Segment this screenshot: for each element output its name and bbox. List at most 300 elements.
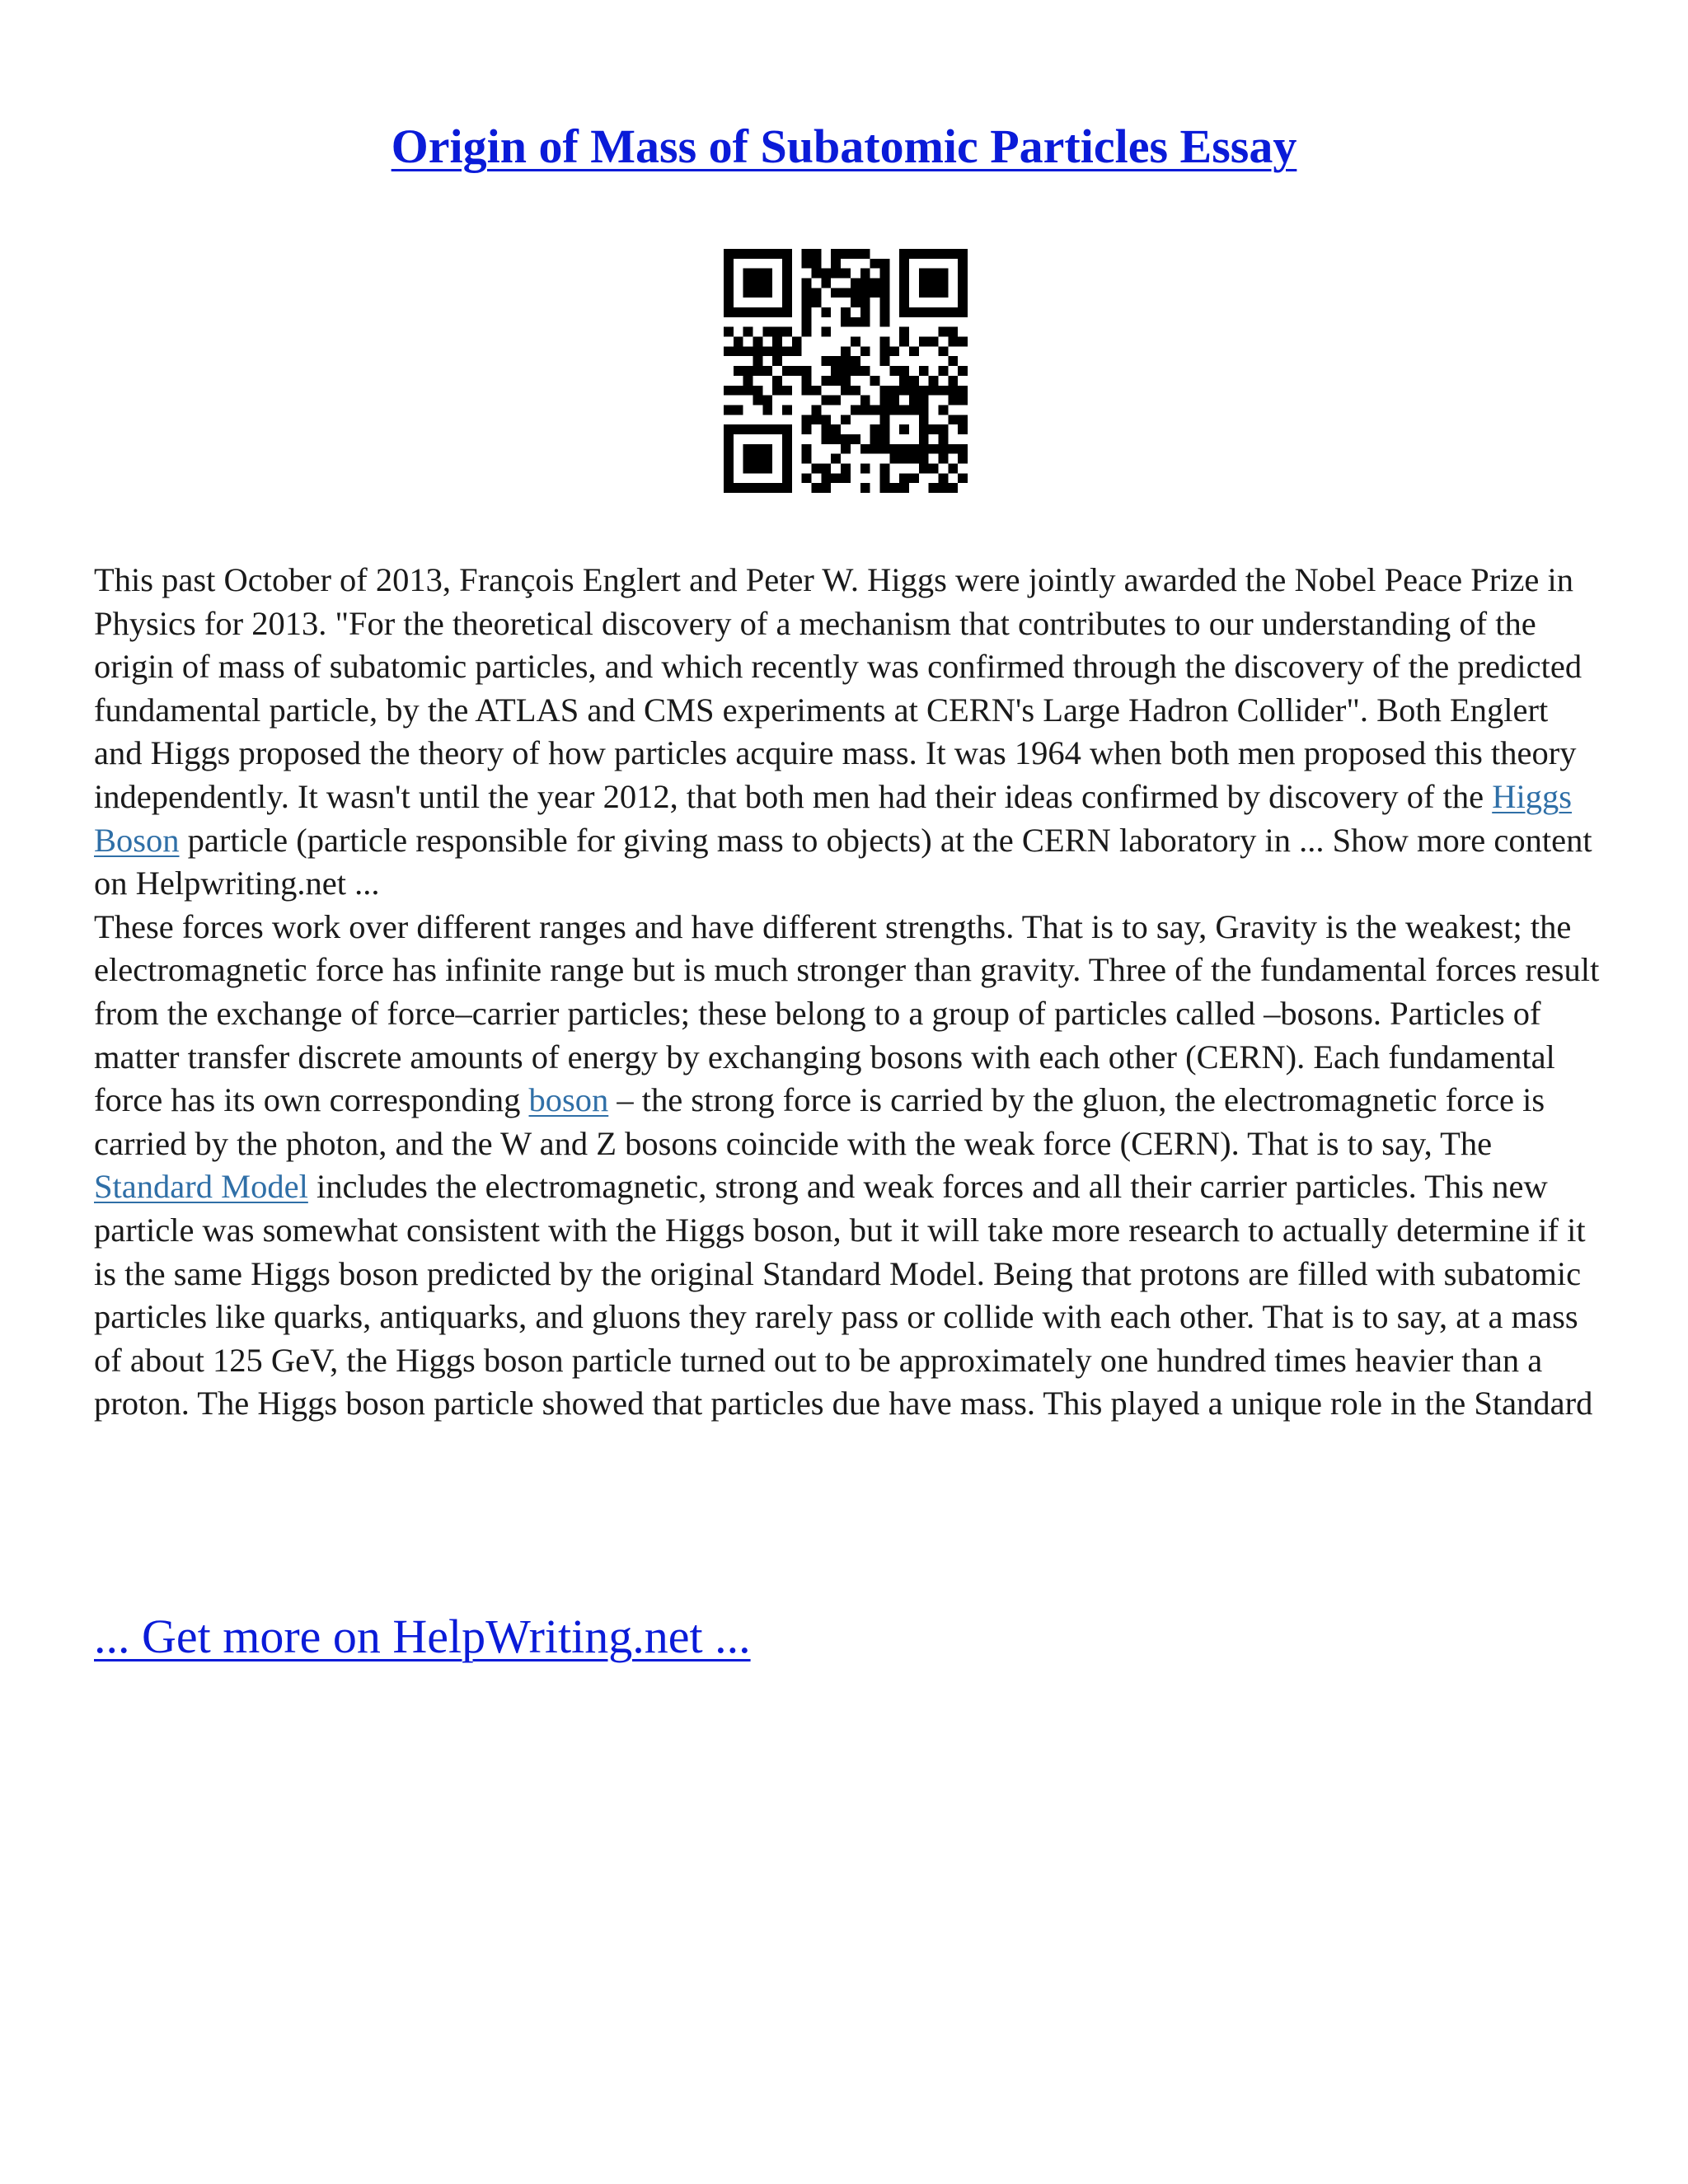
qr-module bbox=[753, 346, 763, 356]
qr-module bbox=[938, 288, 948, 298]
qr-module bbox=[929, 279, 939, 288]
qr-module bbox=[841, 415, 851, 424]
qr-module bbox=[762, 444, 772, 454]
qr-module bbox=[948, 307, 958, 317]
higgs-boson-link[interactable]: Higgs Boson bbox=[94, 777, 1572, 859]
qr-module bbox=[958, 298, 968, 307]
qr-module bbox=[879, 307, 889, 317]
qr-module bbox=[909, 396, 919, 405]
qr-module bbox=[792, 337, 802, 347]
qr-module bbox=[734, 366, 743, 376]
qr-module bbox=[792, 346, 802, 356]
paragraph-1-text-start: This past October of 2013, François Englert and Peter W. Higgs were jointly awarded the Nobel Peace Prize in Physics for 2013. "For the theoretical discovery of a mechanism that contributes to our understanding of the origin of mass of subatomic particles, and which recently was confirmed through the discovery of the predicted fundamental particle, by the ATLAS and CMS experiments at CERN's Large Hadron Collider". Both Englert and Higgs proposed the theory of how particles acquire mass. It was 1964 when both men proposed this theory independently. It wasn't until the year 2012, that both men had their ideas confirmed by discovery of the bbox=[94, 561, 1582, 815]
qr-module bbox=[851, 405, 860, 415]
qr-module bbox=[734, 346, 743, 356]
qr-module bbox=[724, 249, 734, 259]
qr-module bbox=[802, 473, 812, 483]
qr-module bbox=[938, 434, 948, 444]
qr-module bbox=[948, 415, 958, 424]
qr-module bbox=[782, 463, 792, 473]
qr-module bbox=[958, 396, 968, 405]
qr-module bbox=[734, 307, 743, 317]
qr-module bbox=[841, 346, 851, 356]
qr-module bbox=[734, 337, 743, 347]
qr-module bbox=[851, 288, 860, 298]
qr-module bbox=[938, 327, 948, 337]
qr-module bbox=[929, 376, 939, 386]
qr-module bbox=[958, 259, 968, 269]
qr-module bbox=[772, 424, 782, 434]
qr-module bbox=[879, 346, 889, 356]
qr-module bbox=[919, 307, 929, 317]
qr-module bbox=[743, 288, 753, 298]
qr-module bbox=[938, 307, 948, 317]
qr-module bbox=[753, 424, 763, 434]
qr-module bbox=[899, 327, 909, 337]
qr-module bbox=[948, 444, 958, 454]
qr-module bbox=[802, 376, 812, 386]
qr-module bbox=[870, 434, 880, 444]
qr-module bbox=[734, 483, 743, 493]
qr-module bbox=[724, 307, 734, 317]
qr-module bbox=[821, 307, 831, 317]
qr-module bbox=[782, 434, 792, 444]
paragraph-1 bbox=[94, 559, 1604, 906]
qr-module bbox=[753, 454, 763, 464]
qr-module bbox=[938, 249, 948, 259]
qr-module bbox=[724, 454, 734, 464]
qr-module bbox=[860, 307, 870, 317]
qr-module bbox=[782, 444, 792, 454]
qr-module bbox=[860, 288, 870, 298]
qr-module bbox=[919, 288, 929, 298]
qr-module bbox=[743, 279, 753, 288]
qr-module bbox=[899, 366, 909, 376]
qr-module bbox=[802, 307, 812, 317]
qr-module bbox=[762, 249, 772, 259]
qr-module bbox=[782, 269, 792, 279]
qr-module bbox=[753, 366, 763, 376]
qr-module bbox=[860, 269, 870, 279]
get-more-link[interactable]: ... Get more on HelpWriting.net ... bbox=[94, 1610, 751, 1663]
qr-module bbox=[909, 346, 919, 356]
qr-module bbox=[948, 463, 958, 473]
qr-module bbox=[929, 337, 939, 347]
qr-module bbox=[851, 249, 860, 259]
title-link[interactable]: Origin of Mass of Subatomic Particles Essay bbox=[391, 120, 1297, 173]
qr-module bbox=[889, 405, 899, 415]
qr-module bbox=[743, 346, 753, 356]
qr-module bbox=[879, 337, 889, 347]
qr-module bbox=[802, 415, 812, 424]
qr-module bbox=[743, 307, 753, 317]
qr-module bbox=[870, 424, 880, 434]
qr-module bbox=[899, 376, 909, 386]
qr-module bbox=[724, 473, 734, 483]
paragraph-2-text-part1: These forces work over different ranges and have different strengths. That is to say, Gravity is the weakest; the electromagnetic force has infinite range but is much stronger than gravity. Three of the fundamental forces result from the exchange of force–carrier particles; these belong to a group of particles called –bosons. Particles of matter transfer discrete amounts of energy by exchanging bosons with each other (CERN). Each fundamental force has its own corresponding bbox=[94, 907, 1600, 1119]
qr-module bbox=[724, 434, 734, 444]
qr-module bbox=[870, 259, 880, 269]
qr-module bbox=[753, 396, 763, 405]
qr-module bbox=[958, 279, 968, 288]
qr-module bbox=[802, 259, 812, 269]
qr-module bbox=[870, 405, 880, 415]
qr-module bbox=[812, 298, 822, 307]
qr-module bbox=[851, 366, 860, 376]
qr-module bbox=[889, 454, 899, 464]
page-title bbox=[0, 114, 1688, 180]
qr-module bbox=[831, 424, 841, 434]
qr-module bbox=[772, 356, 782, 366]
qr-module bbox=[929, 444, 939, 454]
qr-module bbox=[958, 454, 968, 464]
qr-module bbox=[938, 279, 948, 288]
qr-module bbox=[860, 317, 870, 327]
qr-module bbox=[762, 463, 772, 473]
qr-module bbox=[851, 298, 860, 307]
qr-module bbox=[812, 483, 822, 493]
qr-module bbox=[841, 434, 851, 444]
qr-module bbox=[929, 424, 939, 434]
qr-module bbox=[762, 327, 772, 337]
qr-module bbox=[919, 366, 929, 376]
qr-module bbox=[929, 288, 939, 298]
qr-module bbox=[899, 483, 909, 493]
paragraph-1-text-end: particle (particle responsible for giving mass to objects) at the CERN laboratory in ... Show more content on Helpwriting.net ... bbox=[94, 821, 1592, 902]
qr-module bbox=[929, 249, 939, 259]
qr-module bbox=[929, 463, 939, 473]
qr-module bbox=[899, 269, 909, 279]
qr-module bbox=[812, 463, 822, 473]
qr-module bbox=[948, 483, 958, 493]
boson-link[interactable]: boson bbox=[528, 1081, 609, 1119]
qr-module bbox=[762, 279, 772, 288]
qr-module bbox=[753, 444, 763, 454]
qr-module bbox=[841, 317, 851, 327]
qr-module bbox=[743, 483, 753, 493]
qr-module bbox=[802, 366, 812, 376]
qr-module bbox=[879, 298, 889, 307]
qr-module bbox=[879, 386, 889, 396]
qr-module bbox=[860, 346, 870, 356]
qr-module bbox=[802, 249, 812, 259]
qr-module bbox=[821, 396, 831, 405]
qr-module bbox=[909, 307, 919, 317]
qr-module bbox=[821, 356, 831, 366]
qr-module bbox=[812, 269, 822, 279]
qr-module bbox=[831, 454, 841, 464]
qr-module bbox=[870, 288, 880, 298]
qr-module bbox=[734, 249, 743, 259]
qr-module bbox=[919, 454, 929, 464]
qr-module bbox=[753, 307, 763, 317]
qr-module bbox=[802, 386, 812, 396]
qr-module bbox=[821, 473, 831, 483]
qr-module bbox=[753, 356, 763, 366]
qr-module bbox=[851, 317, 860, 327]
qr-module bbox=[812, 386, 822, 396]
qr-module bbox=[762, 366, 772, 376]
qr-module bbox=[753, 483, 763, 493]
qr-module bbox=[841, 366, 851, 376]
qr-module bbox=[860, 279, 870, 288]
qr-module bbox=[899, 307, 909, 317]
qr-module bbox=[899, 259, 909, 269]
qr-module bbox=[753, 386, 763, 396]
qr-module bbox=[870, 376, 880, 386]
qr-module bbox=[909, 454, 919, 464]
qr-module bbox=[812, 249, 822, 259]
qr-module bbox=[958, 424, 968, 434]
qr-module bbox=[879, 424, 889, 434]
qr-module bbox=[782, 279, 792, 288]
qr-module bbox=[724, 327, 734, 337]
qr-module bbox=[860, 463, 870, 473]
qr-module bbox=[821, 269, 831, 279]
qr-module bbox=[841, 249, 851, 259]
qr-module bbox=[734, 386, 743, 396]
qr-module bbox=[899, 405, 909, 415]
qr-module bbox=[724, 269, 734, 279]
qr-module bbox=[879, 473, 889, 483]
qr-module bbox=[841, 386, 851, 396]
qr-module bbox=[743, 249, 753, 259]
qr-module bbox=[919, 444, 929, 454]
qr-module bbox=[802, 279, 812, 288]
qr-module bbox=[879, 444, 889, 454]
qr-module bbox=[889, 366, 899, 376]
qr-module bbox=[831, 288, 841, 298]
qr-module bbox=[889, 444, 899, 454]
qr-module bbox=[841, 356, 851, 366]
qr-module bbox=[919, 249, 929, 259]
qr-module bbox=[879, 463, 889, 473]
qr-module bbox=[919, 424, 929, 434]
qr-module bbox=[841, 463, 851, 473]
qr-module bbox=[821, 483, 831, 493]
qr-module bbox=[792, 366, 802, 376]
qr-module bbox=[958, 288, 968, 298]
qr-module bbox=[879, 396, 889, 405]
qr-module bbox=[899, 279, 909, 288]
qr-module bbox=[782, 346, 792, 356]
qr-module bbox=[899, 424, 909, 434]
qr-module bbox=[831, 376, 841, 386]
qr-module bbox=[879, 434, 889, 444]
qr-module bbox=[948, 337, 958, 347]
qr-module bbox=[734, 405, 743, 415]
qr-module bbox=[782, 249, 792, 259]
qr-module bbox=[724, 483, 734, 493]
qr-module bbox=[802, 288, 812, 298]
qr-module bbox=[879, 259, 889, 269]
qr-module bbox=[938, 346, 948, 356]
qr-module bbox=[909, 405, 919, 415]
qr-module bbox=[782, 483, 792, 493]
qr-module bbox=[772, 386, 782, 396]
qr-module bbox=[938, 386, 948, 396]
qr-module bbox=[919, 279, 929, 288]
qr-module bbox=[782, 259, 792, 269]
qr-module bbox=[929, 386, 939, 396]
qr-module bbox=[743, 386, 753, 396]
qr-module bbox=[879, 415, 889, 424]
qr-module bbox=[762, 346, 772, 356]
qr-module bbox=[938, 424, 948, 434]
qr-module bbox=[899, 454, 909, 464]
qr-module bbox=[899, 298, 909, 307]
qr-module bbox=[743, 366, 753, 376]
qr-module bbox=[841, 288, 851, 298]
qr-module bbox=[762, 483, 772, 493]
qr-module bbox=[753, 249, 763, 259]
qr-module bbox=[938, 405, 948, 415]
qr-module bbox=[724, 346, 734, 356]
qr-module bbox=[948, 327, 958, 337]
qr-module bbox=[782, 327, 792, 337]
qr-module bbox=[938, 444, 948, 454]
qr-module bbox=[909, 249, 919, 259]
qr-module bbox=[724, 424, 734, 434]
qr-module bbox=[821, 279, 831, 288]
qr-module bbox=[812, 259, 822, 269]
qr-module bbox=[860, 249, 870, 259]
qr-module bbox=[782, 424, 792, 434]
qr-module bbox=[919, 434, 929, 444]
essay-body bbox=[94, 559, 1604, 1426]
qr-module bbox=[743, 444, 753, 454]
qr-module bbox=[870, 279, 880, 288]
qr-module bbox=[879, 288, 889, 298]
qr-module bbox=[919, 463, 929, 473]
qr-module bbox=[899, 288, 909, 298]
qr-module bbox=[831, 259, 841, 269]
qr-module bbox=[753, 463, 763, 473]
qr-module bbox=[782, 405, 792, 415]
qr-module bbox=[724, 259, 734, 269]
qr-module bbox=[724, 288, 734, 298]
qr-module bbox=[782, 298, 792, 307]
qr-module bbox=[889, 386, 899, 396]
qr-module bbox=[841, 473, 851, 483]
qr-module bbox=[753, 279, 763, 288]
qr-module bbox=[772, 327, 782, 337]
qr-module bbox=[812, 288, 822, 298]
qr-module bbox=[743, 454, 753, 464]
qr-module bbox=[929, 269, 939, 279]
qr-module bbox=[860, 366, 870, 376]
qr-module bbox=[734, 424, 743, 434]
qr-module bbox=[958, 415, 968, 424]
qr-module bbox=[919, 396, 929, 405]
qr-module bbox=[772, 483, 782, 493]
qr-module bbox=[879, 279, 889, 288]
qr-module bbox=[782, 307, 792, 317]
qr-module bbox=[860, 444, 870, 454]
qr-module bbox=[831, 434, 841, 444]
qr-module bbox=[860, 405, 870, 415]
qr-module bbox=[762, 288, 772, 298]
qr-module bbox=[948, 356, 958, 366]
qr-module bbox=[879, 269, 889, 279]
qr-module bbox=[762, 405, 772, 415]
qr-module bbox=[772, 249, 782, 259]
qr-module bbox=[782, 288, 792, 298]
qr-module bbox=[802, 317, 812, 327]
qr-module bbox=[841, 269, 851, 279]
qr-module bbox=[753, 269, 763, 279]
qr-module bbox=[958, 307, 968, 317]
qr-module bbox=[831, 249, 841, 259]
qr-module bbox=[841, 376, 851, 386]
qr-module bbox=[831, 269, 841, 279]
qr-module bbox=[958, 337, 968, 347]
qr-module bbox=[743, 327, 753, 337]
qr-module bbox=[879, 483, 889, 493]
qr-module bbox=[724, 463, 734, 473]
qr-module bbox=[724, 444, 734, 454]
paragraph-2 bbox=[94, 906, 1604, 1426]
qr-module bbox=[782, 473, 792, 483]
qr-module bbox=[938, 366, 948, 376]
qr-module bbox=[889, 346, 899, 356]
qr-module bbox=[772, 337, 782, 347]
qr-module bbox=[879, 405, 889, 415]
qr-module bbox=[958, 269, 968, 279]
qr-module bbox=[919, 415, 929, 424]
qr-module bbox=[831, 366, 841, 376]
qr-module bbox=[753, 288, 763, 298]
qr-module bbox=[743, 424, 753, 434]
qr-module bbox=[948, 386, 958, 396]
qr-module bbox=[821, 434, 831, 444]
qr-module bbox=[821, 376, 831, 386]
qr-module bbox=[802, 444, 812, 454]
qr-module bbox=[762, 454, 772, 464]
qr-module bbox=[762, 307, 772, 317]
qr-module bbox=[724, 298, 734, 307]
qr-module bbox=[851, 337, 860, 347]
qr-module bbox=[782, 454, 792, 464]
qr-module bbox=[938, 454, 948, 464]
get-more-section bbox=[94, 1604, 751, 1670]
qr-module bbox=[929, 307, 939, 317]
qr-module bbox=[958, 473, 968, 483]
qr-module bbox=[772, 376, 782, 386]
paragraph-2-text-part2: – the strong force is carried by the gluon, the electromagnetic force is carried by the photon, and the W and Z bosons coincide with the weak force (CERN). That is to say, The bbox=[94, 1081, 1545, 1162]
qr-module bbox=[860, 298, 870, 307]
qr-code-icon bbox=[724, 249, 968, 493]
qr-module bbox=[889, 396, 899, 405]
qr-module bbox=[929, 483, 939, 493]
qr-module bbox=[762, 396, 772, 405]
qr-module bbox=[831, 356, 841, 366]
qr-module bbox=[724, 386, 734, 396]
qr-module bbox=[948, 396, 958, 405]
qr-module bbox=[899, 337, 909, 347]
qr-module bbox=[743, 463, 753, 473]
qr-module bbox=[899, 444, 909, 454]
qr-module bbox=[919, 337, 929, 347]
qr-module bbox=[821, 327, 831, 337]
qr-module bbox=[909, 444, 919, 454]
qr-module bbox=[841, 307, 851, 317]
qr-module bbox=[851, 356, 860, 366]
qr-module bbox=[831, 396, 841, 405]
standard-model-link[interactable]: Standard Model bbox=[94, 1168, 308, 1206]
qr-module bbox=[802, 298, 812, 307]
qr-module bbox=[948, 249, 958, 259]
